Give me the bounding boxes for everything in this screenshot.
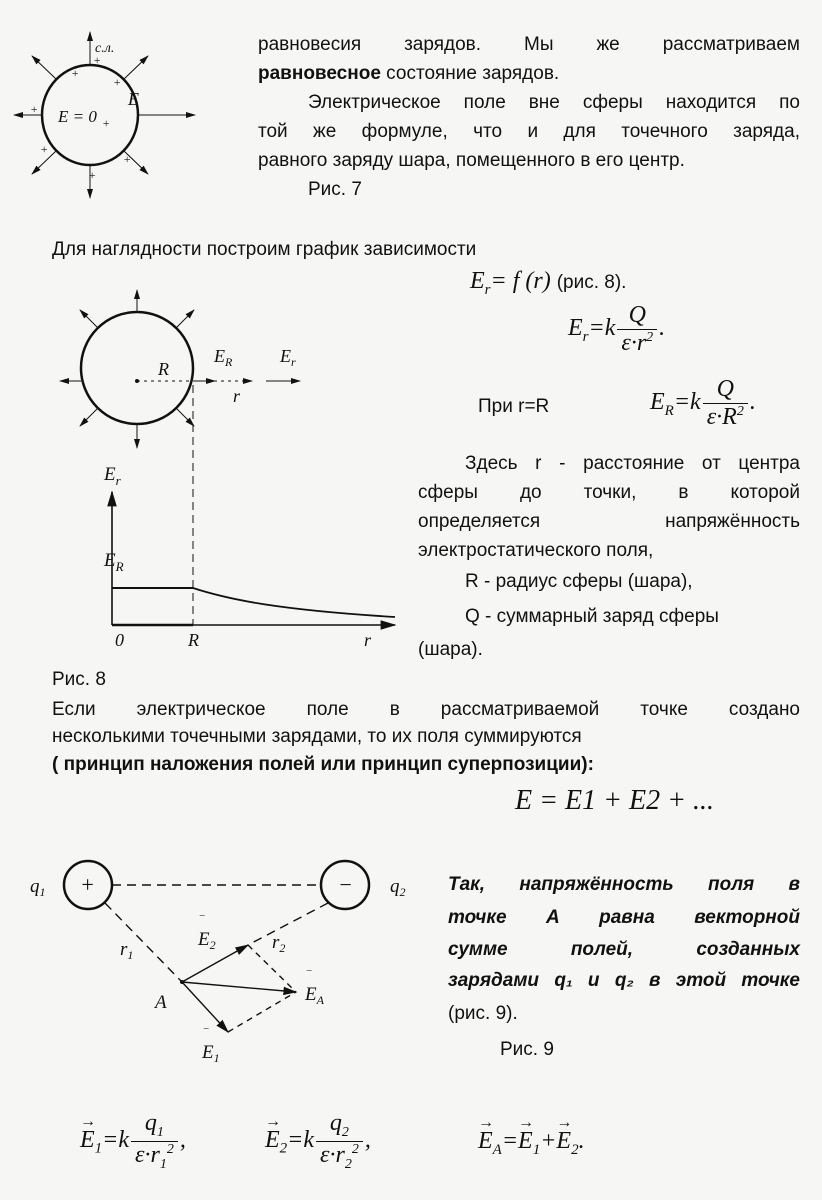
figure-9-caption: Рис. 9 — [500, 1039, 554, 1060]
charged-sphere-fig7 — [14, 32, 195, 198]
conclusion-line-3: сумме полей, созданных — [448, 939, 800, 960]
x-axis-label: r — [364, 630, 372, 650]
figure-8-caption: Рис. 8 — [52, 669, 106, 690]
svg-text:‾: ‾ — [307, 968, 312, 983]
e2-label: $E_2$ — [198, 929, 216, 952]
formula-ea: → $E_A=\to E_1+\to E_2$. — [478, 1128, 585, 1159]
explanation-line-2: сферы до точки, в которой — [418, 482, 800, 503]
explanation-line-7: (шара). — [418, 639, 483, 660]
svg-text:+: + — [40, 142, 49, 156]
graph-intro: Для наглядности построим график зависимости — [52, 239, 477, 260]
svg-text:+: + — [102, 116, 111, 130]
y-level-label: $E_R$ — [104, 550, 124, 574]
svg-text:+: + — [123, 152, 132, 166]
intro-line-4: той же формуле, что и для точечного заряда, — [258, 121, 800, 142]
svg-text:+: + — [113, 75, 122, 89]
svg-text:+: + — [30, 102, 39, 116]
when-r-equals-R: При r=R — [478, 396, 550, 417]
conclusion-line-2: точке А равна векторной — [448, 907, 800, 928]
svg-text:+: + — [88, 168, 97, 182]
er-vector-label: $E_R$ — [214, 346, 233, 369]
q2-label: $q_2$ — [390, 876, 406, 899]
svg-text:‾: ‾ — [204, 1026, 209, 1041]
ea-label: $E_A$ — [305, 984, 324, 1007]
e1-label: $E_1$ — [202, 1042, 220, 1065]
figure-7-caption: Рис. 7 — [308, 179, 362, 200]
charged-sphere-fig8 — [60, 290, 300, 625]
intro-line-1: равновесия зарядов. Мы же рассматриваем — [258, 34, 800, 55]
formula-er: $E_r=k$ $\frac{Q}{\varepsilon\cdot r^2}$ . — [568, 302, 666, 356]
distance-label: r — [233, 386, 241, 406]
conclusion-line-5: (рис. 9). — [448, 1003, 518, 1024]
formula-eR: $E_R=k$ $\frac{Q}{\varepsilon\cdot R^2}$ . — [650, 376, 756, 430]
r2-label: $r_2$ — [272, 932, 286, 955]
vector-bars — [199, 913, 312, 1041]
explanation-line-5: R - радиус сферы (шара), — [465, 571, 693, 592]
svg-text:+: + — [93, 53, 102, 67]
point-a-label: A — [155, 992, 167, 1013]
minus-sign: − — [338, 872, 353, 897]
x-r-label: R — [188, 630, 199, 650]
conclusion-line-1: Так, напряжённость поля в — [448, 874, 800, 895]
svg-text:‾: ‾ — [200, 913, 205, 928]
field-line-label: с.л. — [95, 41, 115, 56]
inside-field-label: E = 0 — [58, 107, 97, 126]
svg-text:+: + — [71, 66, 80, 80]
explanation-line-3: определяется напряжённость — [418, 511, 800, 532]
field-vector-label: E — [128, 89, 139, 109]
superposition-line-2: несколькими точечными зарядами, то их поля суммируются — [52, 726, 582, 747]
intro-line-2-rest: состояние зарядов. — [380, 63, 560, 84]
formula-e1: → $E_1=k$ $\frac{q_1}{\varepsilon\cdot r_1^2}$ , — [80, 1110, 186, 1173]
sphere-radius-label: R — [158, 359, 169, 379]
superposition-line-1: Если электрическое поле в рассматриваемой точке создано — [52, 699, 800, 720]
r1-label: $r_1$ — [120, 939, 134, 962]
q1-label: $q_1$ — [30, 876, 46, 899]
plus-sign: + — [80, 872, 95, 897]
er-graph — [112, 492, 395, 625]
intro-line-2 — [258, 62, 559, 86]
intro-line-5: равного заряду шара, помещенного в его центр. — [258, 150, 685, 171]
formula-e2: → $E_2=k$ $\frac{q_2}{\varepsilon\cdot r_2^2}$ , — [265, 1110, 371, 1173]
superposition-line-3: ( принцип наложения полей или принцип суперпозиции): — [52, 754, 594, 775]
origin-label: 0 — [115, 630, 124, 650]
explanation-line-4: электростатического поля, — [418, 540, 654, 561]
superposition-formula: E = E1 + E2 + ... — [515, 785, 714, 816]
explanation-line-6: Q - суммарный заряд сферы — [465, 606, 719, 627]
explanation-line-1: Здесь r - расстояние от центра — [465, 453, 800, 474]
formula-er-function: $E_r= f$ (r) (рис. 8). — [470, 268, 627, 298]
bold-term: равновесное — [258, 63, 381, 84]
conclusion-line-4: зарядами q₁ и q₂ в этой точке — [448, 970, 800, 991]
y-axis-label: $E_r$ — [104, 464, 121, 488]
e-r-vector-label: $E_r$ — [280, 346, 296, 369]
intro-line-3: Электрическое поле вне сферы находится по — [308, 92, 800, 113]
